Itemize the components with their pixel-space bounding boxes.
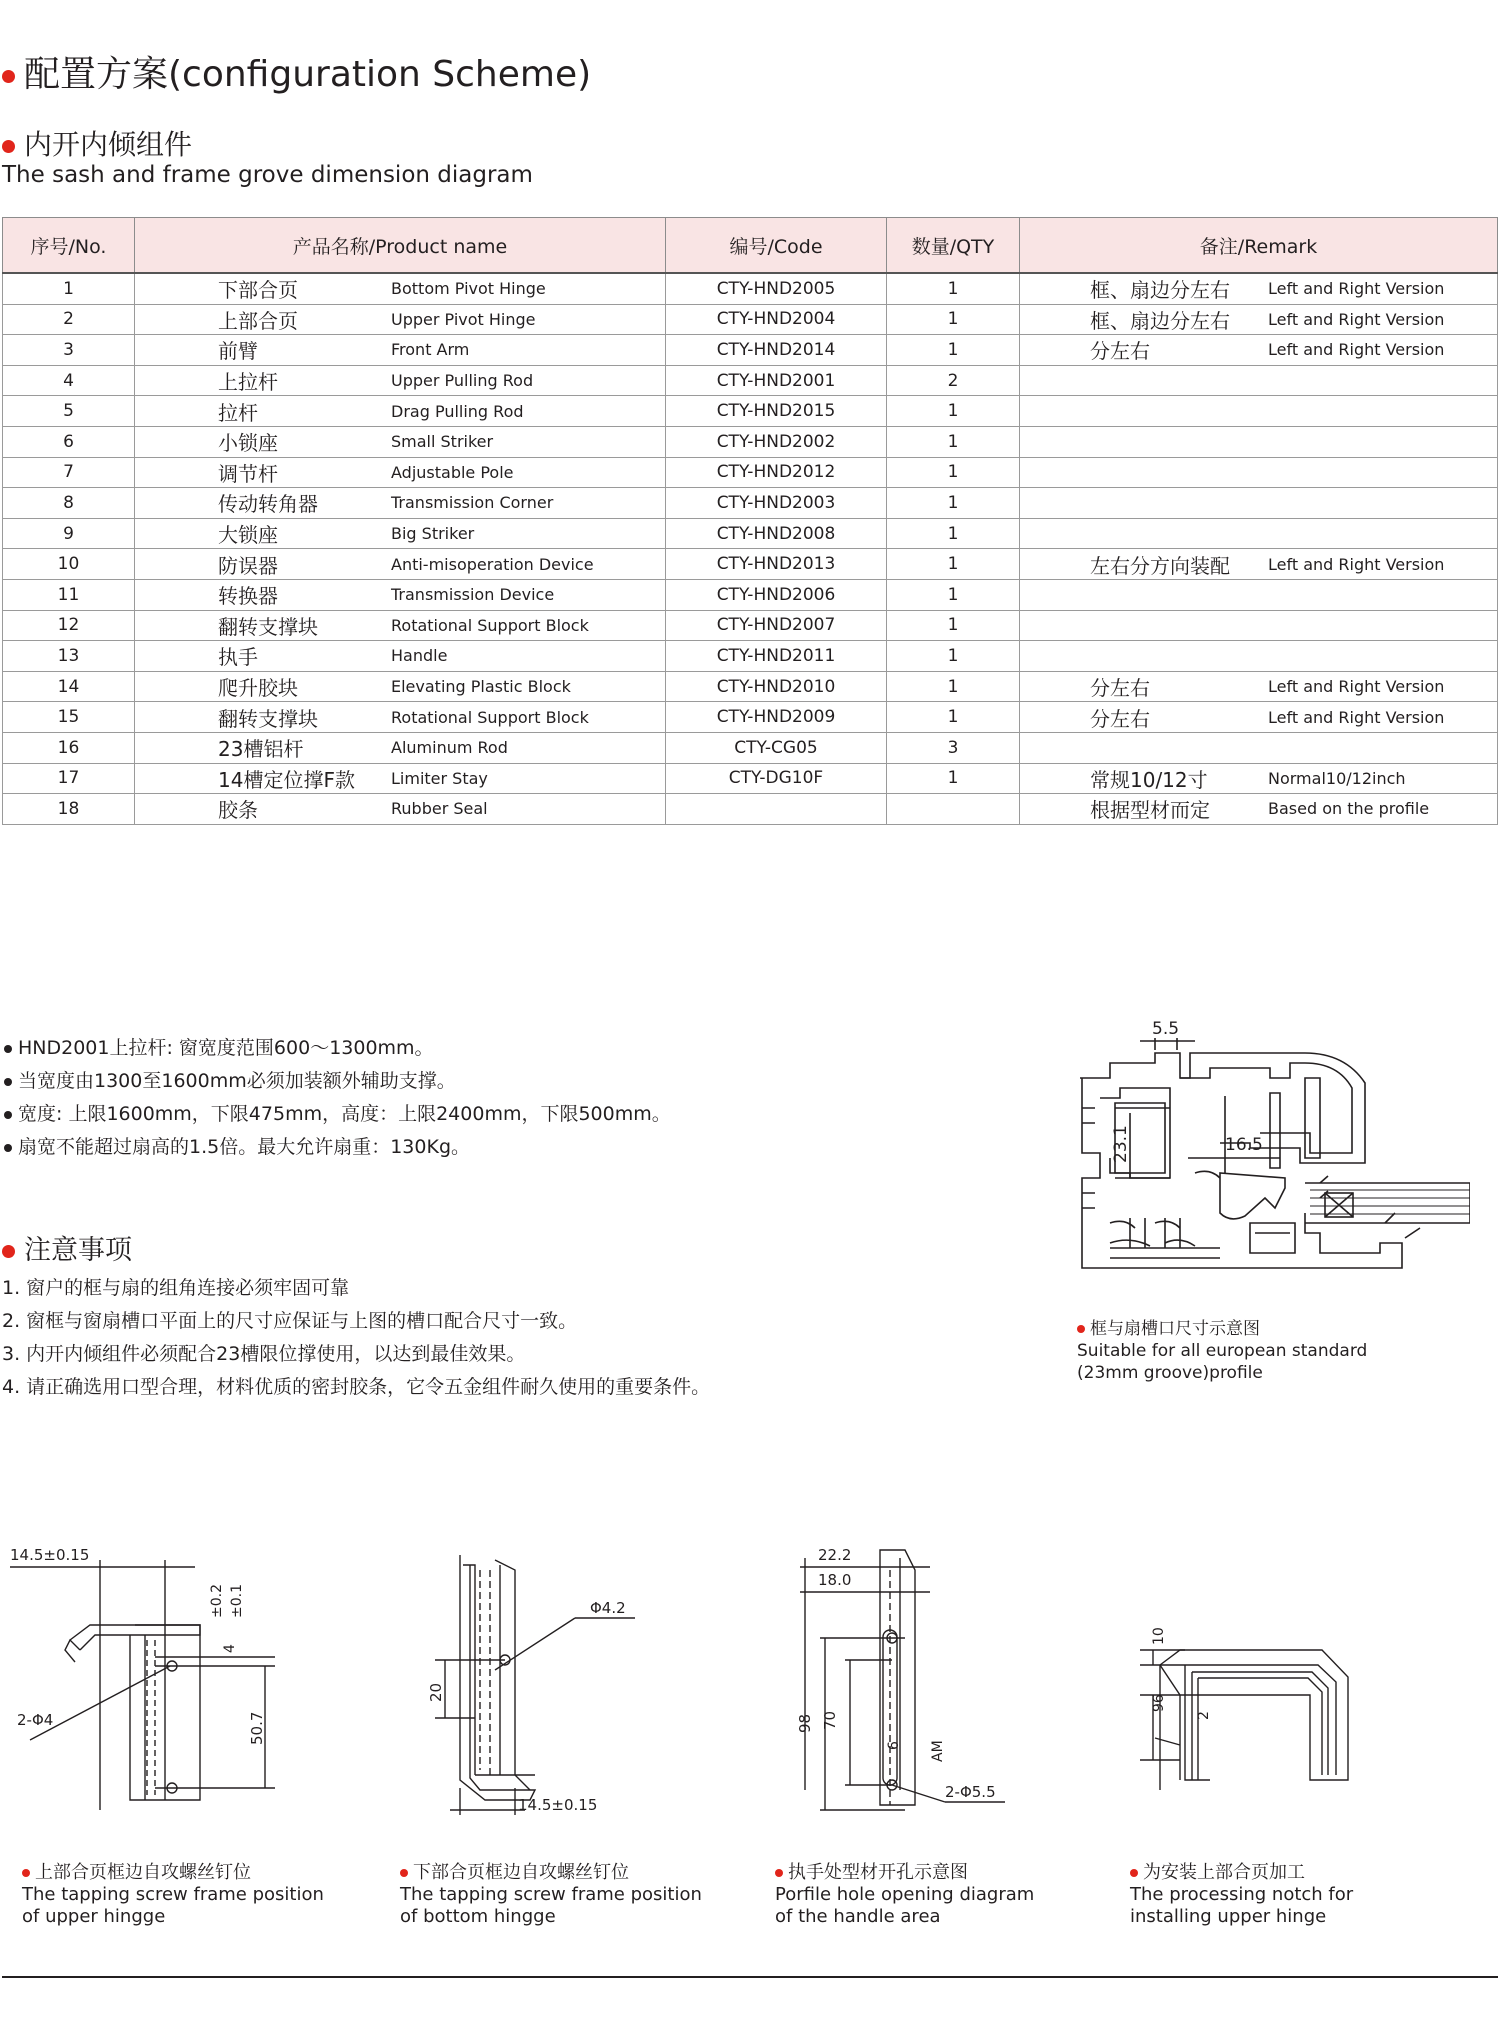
cell-remark [1020,732,1498,763]
product-name-en: Bottom Pivot Hinge [391,279,546,299]
notes-title-text: 注意事项 [24,1235,132,1266]
product-name-en: Elevating Plastic Block [391,677,571,697]
cell-remark [1020,396,1498,427]
dim-label: ±0.1 [229,1584,245,1618]
remark-en: Normal10/12inch [1268,768,1406,788]
cell-code: CTY-HND2004 [666,304,887,335]
product-name-en: Upper Pivot Hinge [391,309,536,329]
cell-product-name [135,426,666,457]
cell-qty: 1 [887,304,1020,335]
cell-remark [1020,579,1498,610]
dim-label: AM [930,1740,946,1762]
parts-table-body [3,273,1498,824]
product-name-en: Rotational Support Block [391,615,589,635]
cell-remark [1020,641,1498,672]
dim-label: Φ4.2 [590,1599,626,1617]
dim-label: 16.5 [1225,1135,1263,1155]
header-code: 编号/Code [666,218,887,274]
page-title [2,46,591,97]
cell-code [666,794,887,825]
dim-label: 96 [1151,1694,1167,1712]
cell-no: 15 [3,702,135,733]
cell-remark [1020,671,1498,702]
bullet-icon [2,1245,15,1258]
product-name-en: Adjustable Pole [391,462,514,482]
cell-no: 10 [3,549,135,580]
table-row [3,396,1498,427]
cell-qty: 1 [887,457,1020,488]
lower-hinge-diagram [385,1550,665,1830]
cell-code: CTY-HND2014 [666,335,887,366]
dim-label: 14.5±0.15 [518,1796,598,1814]
remark-zh: 分左右 [1090,676,1150,701]
notes-title [2,1228,132,1267]
caption-en-line2: of the handle area [775,1906,941,1927]
caption-en-line2: installing upper hinge [1130,1906,1327,1927]
table-row [3,763,1498,794]
cell-product-name [135,518,666,549]
cell-code: CTY-HND2005 [666,273,887,304]
product-name-zh: 转换器 [218,584,278,609]
cell-remark [1020,304,1498,335]
cell-remark [1020,273,1498,304]
cell-code: CTY-HND2012 [666,457,887,488]
cell-qty: 1 [887,579,1020,610]
cell-product-name [135,335,666,366]
cell-no: 8 [3,488,135,519]
table-row [3,794,1498,825]
bullet-icon [400,1869,408,1877]
remark-en: Left and Right Version [1268,554,1445,574]
product-name-en: Transmission Corner [391,493,554,513]
remark-zh: 框、扇边分左右 [1090,308,1230,333]
caption-zh: 框与扇槽口尺寸示意图 [1090,1319,1260,1339]
dim-label: 2-Φ4 [17,1711,54,1729]
product-name-zh: 调节杆 [218,461,278,486]
bullet-icon [22,1869,30,1877]
remark-en: Left and Right Version [1268,677,1445,697]
product-name-en: Anti-misoperation Device [391,554,594,574]
product-name-zh: 翻转支撑块 [218,706,318,731]
dim-label: 98 [796,1713,814,1733]
remark-zh: 框、扇边分左右 [1090,278,1230,303]
cell-no: 9 [3,518,135,549]
section-title-zh: 内开内倾组件 [24,128,193,161]
remark-zh: 常规10/12寸 [1090,767,1208,792]
cell-product-name [135,610,666,641]
remark-en: Left and Right Version [1268,309,1445,329]
note-item: 2. 窗框与窗扇槽口平面上的尺寸应保证与上图的槽口配合尺寸一致。 [2,1310,578,1332]
cell-product-name [135,671,666,702]
table-row [3,732,1498,763]
dim-label: 10 [1151,1627,1167,1645]
spec-text: 宽度: 上限1600mm，下限475mm，高度：上限2400mm，下限500mm。 [18,1103,671,1125]
note-item: 1. 窗户的框与扇的组角连接必须牢固可靠 [2,1277,350,1299]
bottom-divider [2,1976,1498,1978]
cell-product-name [135,365,666,396]
product-name-en: Handle [391,646,448,666]
caption-en-line2: of upper hingge [22,1906,166,1927]
cell-no: 6 [3,426,135,457]
handle-hole-diagram [780,1540,1050,1830]
spec-item [4,1032,671,1065]
cell-code: CTY-HND2003 [666,488,887,519]
caption-en-line1: The tapping screw frame position [22,1884,324,1905]
spec-item [4,1131,671,1164]
caption-en-line1: The tapping screw frame position [400,1884,702,1905]
table-row [3,518,1498,549]
table-row [3,671,1498,702]
cell-no: 11 [3,579,135,610]
dim-label: 5.5 [1152,1019,1180,1039]
product-name-zh: 胶条 [218,798,258,823]
bullet-icon [775,1869,783,1877]
cell-product-name [135,488,666,519]
product-name-en: Transmission Device [391,585,555,605]
product-name-en: Big Striker [391,524,475,544]
dim-label: 70 [821,1710,839,1730]
diagram-caption [1130,1862,1353,1928]
cell-remark [1020,794,1498,825]
bullet-icon [2,140,15,153]
table-row [3,579,1498,610]
header-remark: 备注/Remark [1020,218,1498,274]
section-title [2,123,192,163]
remark-zh: 分左右 [1090,339,1150,364]
cell-code: CTY-HND2011 [666,641,887,672]
product-name-zh: 翻转支撑块 [218,614,318,639]
cell-code: CTY-CG05 [666,732,887,763]
cell-qty: 1 [887,763,1020,794]
dim-label: 22.2 [818,1546,852,1564]
cell-code: CTY-HND2013 [666,549,887,580]
product-name-zh: 上部合页 [218,308,298,333]
table-row [3,641,1498,672]
cell-code: CTY-HND2009 [666,702,887,733]
spec-item [4,1098,671,1131]
product-name-en: Limiter Stay [391,768,488,788]
product-name-zh: 拉杆 [218,400,258,425]
cell-no: 17 [3,763,135,794]
cell-code: CTY-HND2007 [666,610,887,641]
cell-code: CTY-DG10F [666,763,887,794]
cell-qty: 1 [887,671,1020,702]
table-row [3,610,1498,641]
cell-remark [1020,335,1498,366]
parts-table [2,217,1498,825]
note-item: 4. 请正确选用口型合理，材料优质的密封胶条，它令五金组件耐久使用的重要条件。 [2,1376,711,1398]
cell-remark [1020,702,1498,733]
cell-code: CTY-HND2002 [666,426,887,457]
remark-en: Left and Right Version [1268,279,1445,299]
cell-remark [1020,426,1498,457]
cell-product-name [135,763,666,794]
header-qty: 数量/QTY [887,218,1020,274]
product-name-zh: 23槽铝杆 [218,737,304,762]
spec-text: 扇宽不能超过扇高的1.5倍。最大允许扇重：130Kg。 [18,1136,471,1158]
table-row [3,426,1498,457]
profile-caption [1077,1318,1367,1384]
product-name-zh: 执手 [218,645,258,670]
spec-text: 当宽度由1300至1600mm必须加装额外辅助支撑。 [18,1070,456,1092]
caption-en-line1: Suitable for all european standard [1077,1341,1368,1361]
cell-product-name [135,579,666,610]
bullet-icon [4,1144,12,1152]
section-subtitle-en: The sash and frame grove dimension diagram [2,162,533,188]
bullet-icon [2,70,15,83]
remark-zh: 左右分方向装配 [1090,553,1230,578]
cell-no: 12 [3,610,135,641]
page-title-text: 配置方案(configuration Scheme) [24,54,592,95]
cell-product-name [135,549,666,580]
cell-code: CTY-HND2010 [666,671,887,702]
bullet-icon [1077,1325,1085,1333]
product-name-en: Small Striker [391,432,494,452]
dim-label: 4 [222,1644,238,1653]
spec-item [4,1065,671,1098]
cell-no: 18 [3,794,135,825]
cell-product-name [135,457,666,488]
cell-remark [1020,763,1498,794]
caption-zh: 下部合页框边自攻螺丝钉位 [413,1862,629,1883]
table-row [3,335,1498,366]
product-name-en: Rotational Support Block [391,707,589,727]
dim-label: 50.7 [248,1711,266,1745]
cell-no: 7 [3,457,135,488]
table-row [3,549,1498,580]
cell-no: 5 [3,396,135,427]
dim-label: 2 [1196,1711,1212,1720]
cell-qty: 1 [887,488,1020,519]
remark-en: Left and Right Version [1268,707,1445,727]
dim-label: 20 [427,1682,445,1702]
spec-list [4,1032,671,1164]
cell-qty: 1 [887,702,1020,733]
upper-hinge-diagram [5,1540,305,1830]
product-name-zh: 传动转角器 [218,492,318,517]
cell-product-name [135,273,666,304]
cell-no: 13 [3,641,135,672]
cell-remark [1020,365,1498,396]
caption-zh: 执手处型材开孔示意图 [788,1862,968,1883]
cell-no: 16 [3,732,135,763]
table-row [3,488,1498,519]
cell-code: CTY-HND2015 [666,396,887,427]
table-row [3,273,1498,304]
remark-zh: 根据型材而定 [1090,798,1210,823]
cell-qty: 1 [887,273,1020,304]
cell-code: CTY-HND2001 [666,365,887,396]
cell-no: 1 [3,273,135,304]
cell-qty [887,794,1020,825]
product-name-zh: 上拉杆 [218,370,278,395]
dim-label: 23.1 [1111,1125,1131,1163]
table-row [3,702,1498,733]
cell-qty: 1 [887,518,1020,549]
diagram-caption [22,1862,324,1928]
cell-qty: 1 [887,641,1020,672]
cell-no: 2 [3,304,135,335]
cell-qty: 1 [887,335,1020,366]
bullet-icon [1130,1869,1138,1877]
remark-zh: 分左右 [1090,706,1150,731]
dim-label: 6 [886,1741,902,1750]
product-name-zh: 大锁座 [218,523,278,548]
remark-en: Based on the profile [1268,799,1430,819]
caption-zh: 上部合页框边自攻螺丝钉位 [35,1862,251,1883]
bullet-icon [4,1078,12,1086]
product-name-en: Aluminum Rod [391,738,508,758]
dim-label: 14.5±0.15 [10,1546,90,1564]
notes-list [2,1272,710,1404]
cell-product-name [135,304,666,335]
diagram-caption [775,1862,1034,1928]
table-row [3,457,1498,488]
product-name-en: Drag Pulling Rod [391,401,524,421]
table-row [3,304,1498,335]
bullet-icon [4,1045,12,1053]
cell-remark [1020,549,1498,580]
upper-hinge-notch-diagram [1140,1620,1380,1820]
product-name-en: Rubber Seal [391,799,488,819]
remark-en: Left and Right Version [1268,340,1445,360]
product-name-zh: 小锁座 [218,431,278,456]
bullet-icon [4,1111,12,1119]
product-name-zh: 爬升胶块 [218,676,298,701]
cell-remark [1020,457,1498,488]
cell-no: 14 [3,671,135,702]
cell-code: CTY-HND2006 [666,579,887,610]
cell-product-name [135,396,666,427]
table-row [3,365,1498,396]
cell-qty: 1 [887,610,1020,641]
cell-no: 4 [3,365,135,396]
cell-qty: 1 [887,396,1020,427]
caption-zh: 为安装上部合页加工 [1143,1862,1305,1883]
caption-en-line1: Porfile hole opening diagram [775,1884,1035,1905]
cell-product-name [135,794,666,825]
caption-en-line1: The processing notch for [1130,1884,1354,1905]
product-name-en: Upper Pulling Rod [391,371,534,391]
note-item: 3. 内开内倾组件必须配合23槽限位撑使用，以达到最佳效果。 [2,1343,526,1365]
diagram-caption [400,1862,702,1928]
cell-qty: 1 [887,426,1020,457]
dim-label: 18.0 [818,1571,852,1589]
dim-label: ±0.2 [209,1584,225,1618]
product-name-en: Front Arm [391,340,470,360]
cell-qty: 1 [887,549,1020,580]
dim-label: 2-Φ5.5 [945,1783,996,1801]
header-no: 序号/No. [3,218,135,274]
cell-no: 3 [3,335,135,366]
cell-remark [1020,518,1498,549]
profile-section-diagram [1070,1008,1470,1293]
product-name-zh: 前臂 [218,339,258,364]
cell-qty: 3 [887,732,1020,763]
caption-en-line2: (23mm groove)profile [1077,1363,1263,1383]
cell-qty: 2 [887,365,1020,396]
product-name-zh: 下部合页 [218,278,298,303]
cell-code: CTY-HND2008 [666,518,887,549]
cell-product-name [135,732,666,763]
spec-text: HND2001上拉杆: 窗宽度范围600～1300mm。 [18,1037,434,1059]
product-name-zh: 防误器 [218,553,278,578]
cell-product-name [135,702,666,733]
cell-remark [1020,488,1498,519]
cell-remark [1020,610,1498,641]
caption-en-line2: of bottom hingge [400,1906,556,1927]
header-product-name: 产品名称/Product name [135,218,666,274]
table-header-row [3,218,1498,274]
product-name-zh: 14槽定位撑F款 [218,767,355,792]
cell-product-name [135,641,666,672]
